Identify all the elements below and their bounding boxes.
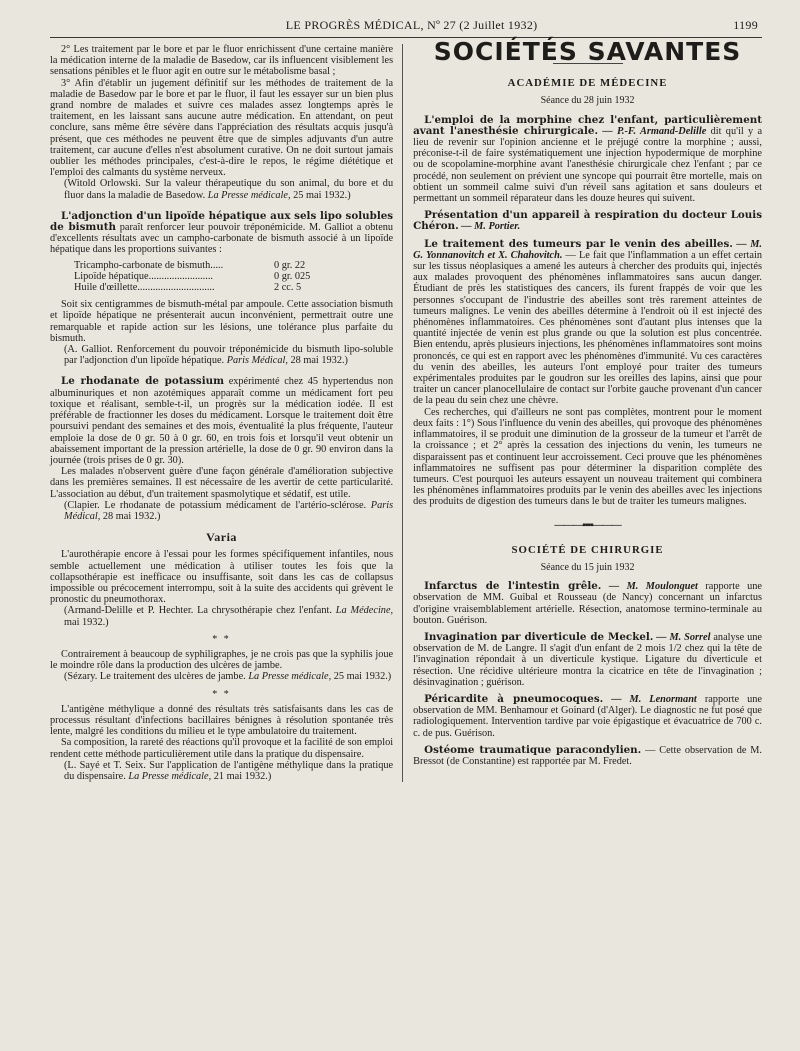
seance-date-2: Séance du 15 juin 1932 [540, 561, 635, 573]
running-header [50, 18, 762, 37]
formula-table [74, 260, 393, 294]
surgery-heading: SOCIÉTÉ DE CHIRURGIE [511, 543, 664, 556]
page-number: 1199 [733, 18, 758, 32]
seance-date-1: Séance du 28 juin 1932 [540, 95, 635, 107]
left-column [50, 44, 402, 782]
formula-row: Tricampho-carbonate de bismuth..... 0 gr. 22 [74, 259, 306, 271]
article-venin-2: Ces recherches, qui d'ailleurs ne sont pas complètes, montrent pour le moment deux faits : 1°) Sous l'influence du venin des abeilles, qui provoque des phénomènes inflammatoires, il se produit une diminution de la grosseur de la tumeur et l'arrêt de la croissance ; et 2° après la cessation des injections du venin, les tumeurs ne disparaissent pas et continuent leur accroissement. Ceci prouve que les phénomènes inflammatoires ne suffisent pas pour déterminer la disparition complète des tumeurs. C'est pourquoi les auteurs essayent un nouveau traitement qui combinera les phénomènes inflammatoires produits par le venin des abeilles avec les injections des produits de digestion des tumeurs dans le but de traiter les tumeurs malignes. [413, 406, 762, 508]
rhodanate-paragraph: Le rhodanate de potassium expérimenté chez 45 hypertendus non albuminuriques et non azotémiques apparaît comme un médicament fort peu toxique et réalisant, semble-t-il, un progrès sur la médication iodée. Il est préférable de fractionner les doses du médicament. Lorsque le traitement doit être poursuivi pendant des semaines et des mois, éventualité la plus fréquente, l'auteur emploie la dose de 0 gr. 50 à 0 gr. 60, en trois fois et lorsqu'il veut obtenir un abaissement important de la pression artérielle, la dose de 0 gr. 90 environ dans la journée (trois prises de 0 gr. 30). [50, 375, 394, 466]
two-column-body [50, 37, 763, 782]
citation-galliot: (A. Galliot. Renforcement du pouvoir tréponémicide du bismuth lipo-soluble par l'adjonction d'un lipoïde hépatique. Paris Médical, 28 mai 1932.) [64, 344, 394, 367]
section-separator: ———▪▪▪▪——— [554, 519, 621, 531]
academy-heading: ACADÉMIE DE MÉDECINE [507, 77, 668, 90]
formula-row: Lipoïde hépatique......................... 0 gr. 025 [74, 270, 311, 282]
formula-row: Huile d'œillette.............................. 2 cc. 5 [74, 282, 302, 294]
journal-title: LE PROGRÈS MÉDICAL, Nº 27 (2 Juillet 1932) [285, 18, 538, 32]
citation-saye: (L. Sayé et T. Seix. Sur l'application de l'antigène méthylique dans la pratique du dispensaire. La Presse médicale, 21 mai 1932.) [64, 759, 394, 782]
syphilis-paragraph: Contrairement à beaucoup de syphiligraphes, je ne crois pas que la syphilis joue le moindre rôle dans la production des ulcères de jambe. [50, 648, 394, 672]
basedow-point-2: 2° Les traitement par le bore et par le fluor enrichissent d'une certaine manière la médication interne de la maladie de Basedow, car ils influencent visiblement les sensations pénibles et le fluor agit en outre sur le métabolisme basal ; [50, 44, 394, 78]
antigene-paragraph-2: Sa composition, la rareté des réactions qu'il provoque et la facilité de son emploi rendent cette méthode particulièrement utile dans la pratique du dispensaire. [50, 737, 394, 760]
asterism-1: * * [212, 633, 231, 645]
citation-clapier: (Clapier. Le rhodanate de potassium médicament de l'artério-sclérose. Paris Médical, 28 mai 1932.) [64, 499, 394, 522]
article-infarctus: Infarctus de l'intestin grêle. — M. Moulonguet rapporte une observation de MM. Guibal et Rousseau (de Nancy) concernant un infarctus d'origine vraisemblablement artérielle. Résection, anatomose termino-terminale au bouton. Guérison. [413, 580, 762, 626]
article-morphine: L'emploi de la morphine chez l'enfant, particulièrement avant l'anesthésie chirurgicale. — P.-F. Armand-Delille dit qu'il y a lieu de revenir sur l'opinion ancienne et le préjugé contre la morphine ; aussi, préconise-t-il de faire systématiquement une injection hypodermique de morphine ou de scopolamine-morphine avant l'anesthésie chirurgicale chez l'enfant ; par ce procédé, non seulement on prévient une syncope qui pourrait être mortelle, mais on obtient un sommeil calme suivi d'un réveil sans agitation et sans douleurs et permettant un sommeil réparateur dans les douze heures qui suivent. [413, 113, 763, 205]
article-osteome: Ostéome traumatique paracondylien. — Cette observation de M. Bressot (de Constantine) est rapportée par M. Fredet. [413, 743, 762, 767]
basedow-point-3: 3° Afin d'établir un jugement définitif sur les méthodes de traitement de la maladie de Basedow par le bore et par le fluor, il faut les essayer sur un bien plus grand nombre de malades et suivre ces malades assez longtemps après le traitement, en les laissant sans aucune autre médication. En attendant, on peut conclure, sans même être sévère dans l'appréciation des résultats acquis jusqu'à présent, que ces méthodes ne peuvent être que de simples adjuvants d'un autre traitement, car aucune d'elles n'est absolument curative. On ne doit surtout jamais oublier les méthodes principales, c'est-à-dire le repos, le régime diététique et l'emploi des calmants du système nerveux. [50, 77, 394, 179]
article-venin: Le traitement des tumeurs par le venin des abeilles. — M. G. Yonnanovitch et X. Chahovitch. — Le fait que l'inflammation a un effet certain sur les tissus néoplasiques a amené les auteurs à chercher des produits qui, injectés aux malades provoquent des phénomènes inflammatoires sans aucun danger. Étudiant de près les statistiques des cancers, ils furent frappés de voir que les personnes s'occupant de l'industrie des abeilles sont très rarement atteintes de tumeurs malignes. Le venin des abeilles détermine à l'endroit où il est injecté des phénomènes inflammatoires. Ces phénomènes sont d'autant plus intenses que la quantité injectée de venin est plus grande ou que la solution est plus concentrée. Bien entendu, après plusieurs injections, les phénomènes inflammatoires sont moins prononcés, ce qui est en rapport avec les phénomènes d'immunité. Vu ces caractères du venin des abeilles, les auteurs l'ont employé pour traiter des tumeurs expérimentales produites par le goudron sur les oreilles des lapins, ainsi que pour traiter un cancer planocellulaire de contact sur l'orbite gauche provenant d'un cancer de la peau du sein chez une chèvre. [413, 237, 762, 407]
citation-sezary: (Sézary. Le traitement des ulcères de jambe. La Presse médicale, 25 mai 1932.) [64, 671, 392, 683]
asterism-2: * * [212, 688, 231, 700]
section-title-societes: SOCIÉTÉS SAVANTES [433, 37, 742, 66]
lipoide-paragraph: L'adjonction d'un lipoïde hépatique aux sels lipo solubles de bismuth paraît renforcer leur pouvoir tréponémicide. M. Galliot a obtenu d'excellents résultats avec un campho-carbonate de bismuth associé à un lipoïde hépatique dans les proportions suivantes : [50, 209, 394, 256]
bismuth-paragraph: Soit six centigrammes de bismuth-métal par ampoule. Cette association bismuth et lipoïde hépatique ne présenterait aucun inconvénient, permettrait outre une remarquable et rapide action sur les lésions, une tolérance plus parfaite du bismuth. [50, 299, 394, 344]
varia-heading: Varia [206, 530, 237, 545]
article-appareil: Présentation d'un appareil à respiration du docteur Louis Chéron. — M. Portier. [413, 209, 762, 233]
citation-armand-delille: (Armand-Delille et P. Hechter. La chrysothérapie chez l'enfant. La Médecine, mai 1932.) [64, 605, 394, 628]
article-pericardite: Péricardite à pneumocoques. — M. Lenormant rapporte une observation de MM. Benhamour et Goinard (d'Alger). Le diagnostic ne fut posé que radiologiquement. Intervention tardive par voie épigastique et évacuatrice de 700 c. c. de pus. Guérison. [413, 692, 763, 739]
citation-orlowski: (Witold Orlowski. Sur la valeur thérapeutique du son animal, du bore et du fluor dans la maladie de Basedow. La Presse médicale, 25 mai 1932.) [64, 178, 394, 201]
rhodanate-paragraph-2: Les malades n'observent guère d'une façon générale d'amélioration subjective dans les premières semaines. Il est nécessaire de les avertir de cette particularité. L'association au début, d'un traitement spasmolytique et sédatif, est utile. [50, 466, 394, 500]
right-column [402, 37, 763, 782]
antigene-paragraph: L'antigène méthylique a donné des résultats très satisfaisants dans les cas de processus résultant d'infections bacillaires bénignes à résolution spontanée très lente, malgré les conditions du milieu et le type ambulatoire du traitement. [50, 703, 394, 738]
article-invagination: Invagination par diverticule de Meckel. — M. Sorrel analyse une observation de M. de Langre. Il s'agit d'un enfant de 2 mois 1/2 chez qui la tête de l'invagination répondait à un diverticule kystique. Ligature du diverticule et résection. Une récidive ultérieure montra la cicatrice en tête de l'invagination ; désinvagination ; guérison. [413, 630, 763, 688]
aurotherapie-paragraph: L'aurothérapie encore à l'essai pour les formes spécifiquement infantiles, nous semble actuellement une médication à utiliser toutes les fois que la collapsothérapie est inefficace ou insuffisante, soit dans les cas de collapsus impossible ou précocement interrompu, soit à la suite des accidents qui grèvent le pronostic du pneumothorax. [50, 549, 394, 606]
